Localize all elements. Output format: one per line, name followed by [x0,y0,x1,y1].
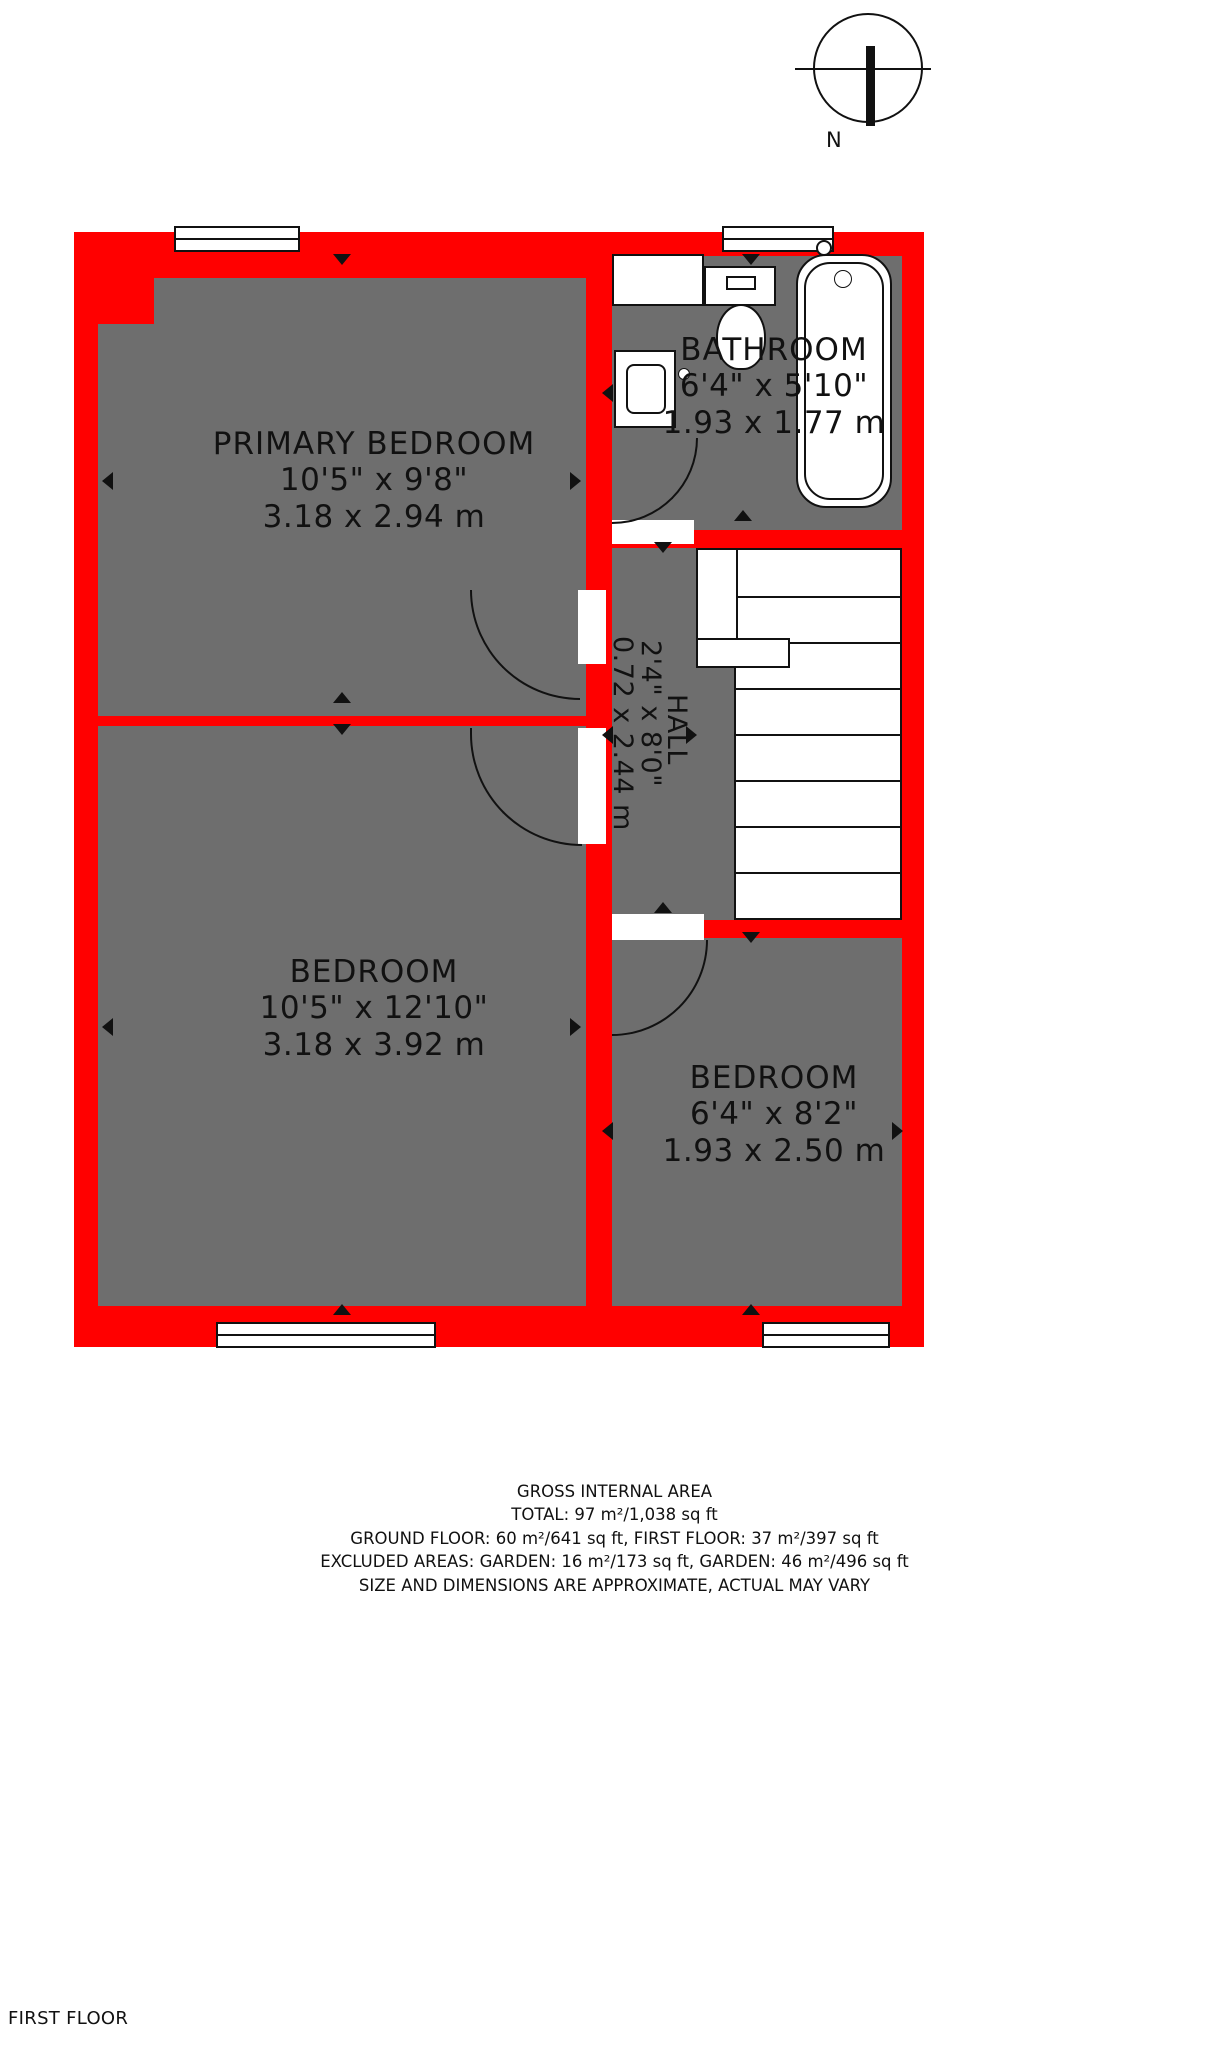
primary-bedroom-label [164,426,584,535]
bathroom-wall-recess [612,254,704,306]
primary-bedroom-title: PRIMARY BEDROOM [212,426,536,462]
stair-tread [736,872,900,874]
compass-needle-icon [866,46,875,126]
wall-arrow-marker [654,902,672,913]
window-primary-bedroom-top [174,226,300,252]
staircase [734,548,902,920]
bath-drain-icon [834,270,852,288]
area-summary-line-5: SIZE AND DIMENSIONS ARE APPROXIMATE, ACTUAL MAY VARY [358,1575,871,1595]
primary-bedroom-dim-imperial: 10'5" x 9'8" [279,462,469,499]
wall-arrow-marker [333,692,351,703]
window-bedroom-3-bottom [762,1322,890,1348]
bedroom-3-title: BEDROOM [689,1060,859,1096]
area-summary-line-4: EXCLUDED AREAS: GARDEN: 16 m²/173 sq ft, GARDEN: 46 m²/496 sq ft [320,1552,909,1572]
wall-arrow-marker [742,932,760,943]
wall-arrow-marker [734,510,752,521]
area-summary-line-1: GROSS INTERNAL AREA [516,1482,713,1501]
bathroom-dim-imperial: 6'4" x 5'10" [679,368,869,405]
bedroom-3-dim-metric: 1.93 x 2.50 m [662,1132,886,1169]
bathroom-title: BATHROOM [680,332,868,368]
bedroom-2-title: BEDROOM [289,954,459,990]
area-summary [0,1480,1229,1597]
bedroom-3-dim-imperial: 6'4" x 8'2" [689,1096,858,1133]
toilet-flush-plate [726,276,756,290]
stair-balustrade [696,638,790,668]
bathroom-label [624,332,924,441]
wall-arrow-marker [333,254,351,265]
wall-arrow-marker [602,1122,613,1140]
wall-arrow-marker [654,542,672,553]
door-opening-bedroom-3 [612,914,704,940]
hall-dim-metric: 0.72 x 2.44 m [607,636,638,831]
primary-bedroom-floor-notch [98,324,158,716]
stair-tread [736,734,900,736]
bathroom-dim-metric: 1.93 x 1.77 m [662,404,886,441]
wall-arrow-marker [102,472,113,490]
door-opening-primary-bedroom [578,590,606,664]
wall-arrow-marker [102,1018,113,1036]
area-summary-line-2: TOTAL: 97 m²/1,038 sq ft [511,1505,718,1525]
wall-arrow-marker [602,384,613,402]
stair-tread [736,688,900,690]
primary-bedroom-dim-metric: 3.18 x 2.94 m [262,498,486,535]
door-opening-bathroom [612,520,694,544]
stair-tread [736,780,900,782]
bedroom-3-label [624,1060,924,1169]
window-bedroom-2-bottom [216,1322,436,1348]
north-compass [808,8,926,158]
stair-tread [736,826,900,828]
shower-head-icon [816,240,832,256]
bedroom-2-dim-metric: 3.18 x 3.92 m [262,1026,486,1063]
hall-dim-imperial: 2'4" x 8'0" [635,640,666,788]
first-floor-plan [74,232,924,1347]
wall-arrow-marker [742,1304,760,1315]
wall-arrow-marker [742,254,760,265]
bedroom-2-label [164,954,584,1063]
door-opening-bedroom-2 [578,728,606,844]
floor-tag-label: FIRST FLOOR [8,2008,129,2029]
area-summary-line-3: GROUND FLOOR: 60 m²/641 sq ft, FIRST FLOOR: 37 m²/397 sq ft [350,1528,879,1548]
wall-arrow-marker [333,724,351,735]
wall-arrow-marker [333,1304,351,1315]
bedroom-2-dim-imperial: 10'5" x 12'10" [259,990,489,1027]
stair-tread [736,596,900,598]
hall-title: HALL [661,694,692,765]
compass-horizontal-line [795,68,931,70]
compass-north-label: N [826,128,843,152]
